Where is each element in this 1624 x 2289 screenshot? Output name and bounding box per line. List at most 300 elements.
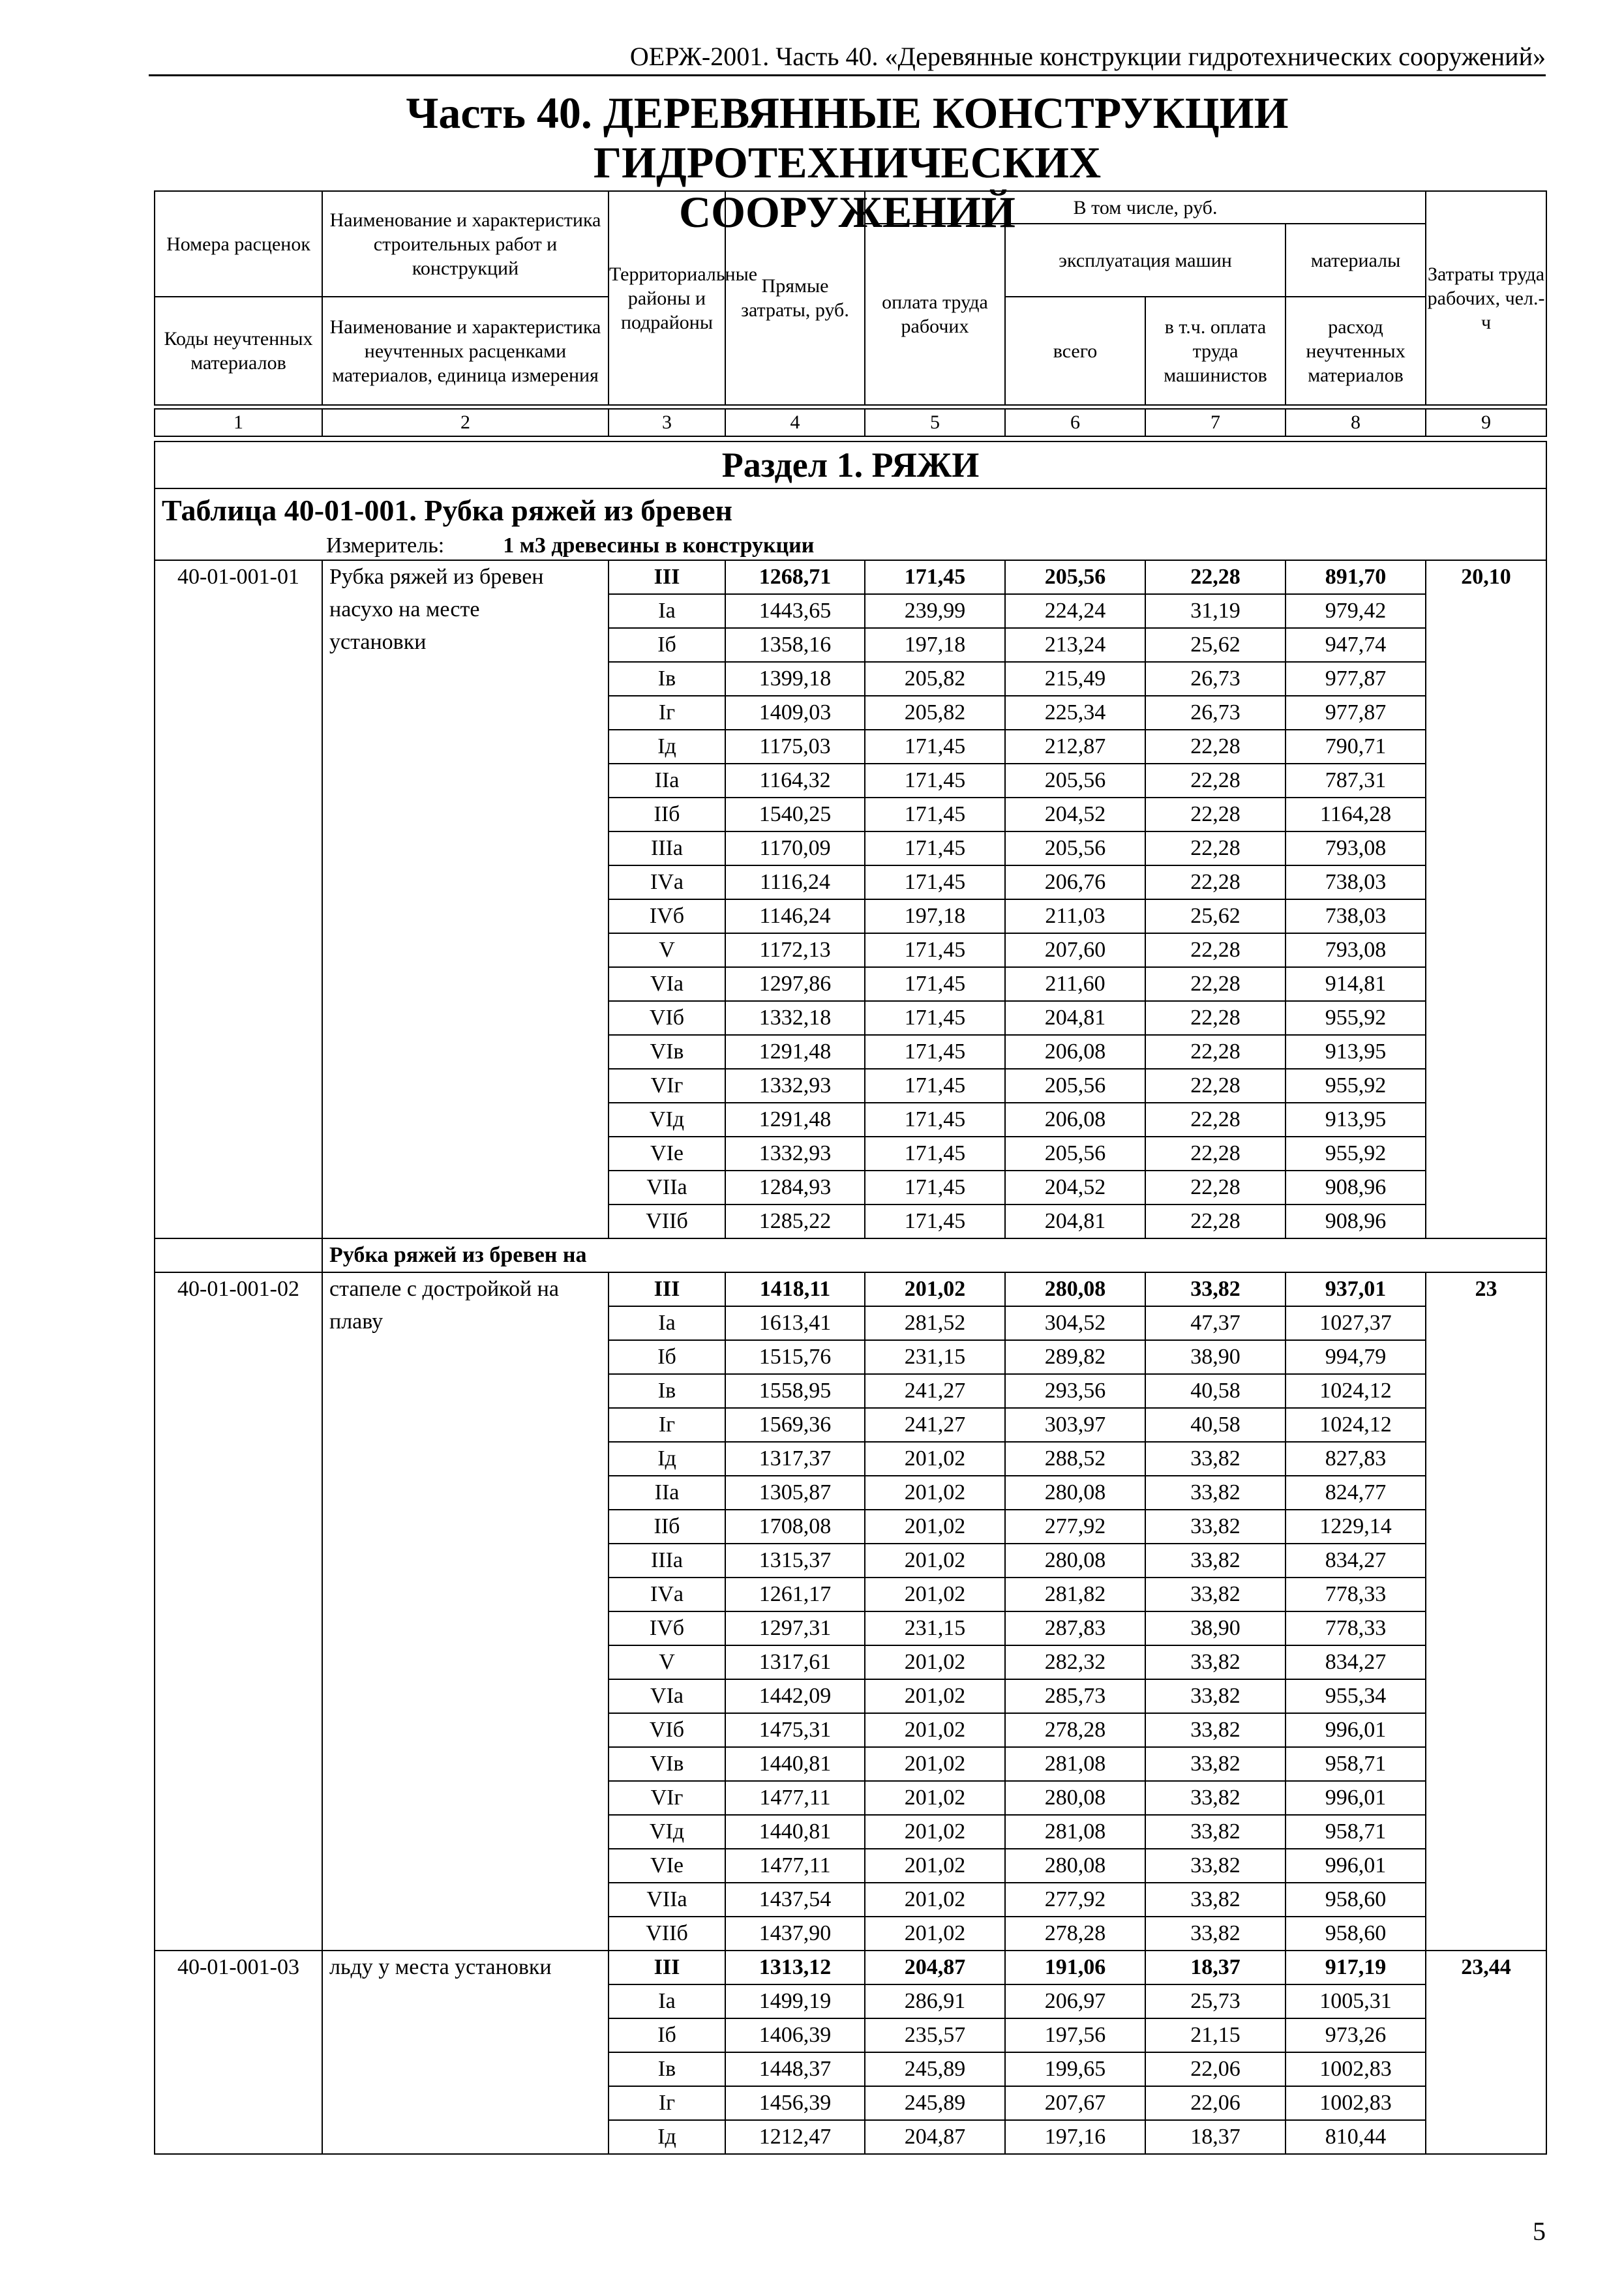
column-number: 8 (1286, 409, 1426, 436)
worker-pay: 201,02 (865, 1917, 1005, 1951)
worker-pay: 201,02 (865, 1815, 1005, 1849)
direct-costs: 1440,81 (725, 1747, 865, 1781)
territory-zone: Iа (609, 1984, 725, 2018)
price-table (154, 441, 1547, 2155)
machine-total: 293,56 (1005, 1374, 1145, 1408)
materials: 947,74 (1286, 628, 1426, 662)
machinist-pay: 22,28 (1145, 967, 1286, 1001)
machine-total: 191,06 (1005, 1951, 1145, 1984)
direct-costs: 1175,03 (725, 730, 865, 764)
worker-pay: 239,99 (865, 594, 1005, 628)
worker-pay: 171,45 (865, 865, 1005, 899)
machinist-pay: 33,82 (1145, 1781, 1286, 1815)
territory-zone: VIд (609, 1815, 725, 1849)
column-number: 9 (1426, 409, 1546, 436)
direct-costs: 1437,90 (725, 1917, 865, 1951)
column-number: 4 (725, 409, 865, 436)
direct-costs: 1172,13 (725, 933, 865, 967)
materials: 1002,83 (1286, 2052, 1426, 2086)
worker-pay: 231,15 (865, 1611, 1005, 1645)
machine-total: 207,67 (1005, 2086, 1145, 2120)
header-rule (149, 74, 1546, 76)
materials: 958,71 (1286, 1747, 1426, 1781)
machinist-pay: 22,28 (1145, 933, 1286, 967)
materials: 1229,14 (1286, 1510, 1426, 1544)
direct-costs: 1268,71 (725, 560, 865, 594)
machine-total: 197,16 (1005, 2120, 1145, 2154)
worker-pay: 171,45 (865, 1137, 1005, 1171)
worker-pay: 201,02 (865, 1713, 1005, 1747)
materials: 787,31 (1286, 764, 1426, 798)
direct-costs: 1613,41 (725, 1306, 865, 1340)
materials: 955,92 (1286, 1069, 1426, 1103)
worker-pay: 245,89 (865, 2086, 1005, 2120)
machinist-pay: 22,06 (1145, 2052, 1286, 2086)
materials: 908,96 (1286, 1171, 1426, 1204)
worker-pay: 231,15 (865, 1340, 1005, 1374)
machinist-pay: 22,28 (1145, 1069, 1286, 1103)
direct-costs: 1358,16 (725, 628, 865, 662)
header-rate-numbers: Номера расценок (155, 191, 322, 297)
materials: 979,42 (1286, 594, 1426, 628)
direct-costs: 1317,61 (725, 1645, 865, 1679)
worker-pay: 205,82 (865, 662, 1005, 696)
work-description-line: плаву (329, 1309, 383, 1334)
rate-code: 40-01-001-03 (155, 1951, 322, 2154)
territory-zone: IIIа (609, 1544, 725, 1578)
territory-zone: IIб (609, 798, 725, 831)
machine-total: 204,81 (1005, 1204, 1145, 1238)
machine-total: 205,56 (1005, 1069, 1145, 1103)
territory-zone: VIв (609, 1747, 725, 1781)
territory-zone: VIг (609, 1781, 725, 1815)
materials: 937,01 (1286, 1272, 1426, 1306)
machine-total: 278,28 (1005, 1917, 1145, 1951)
machine-total: 205,56 (1005, 560, 1145, 594)
worker-pay: 205,82 (865, 696, 1005, 730)
materials: 913,95 (1286, 1103, 1426, 1137)
header-labor-costs: Затраты труда рабочих, чел.-ч (1426, 191, 1546, 405)
subheading-spacer (155, 1238, 322, 1272)
machinist-pay: 33,82 (1145, 1645, 1286, 1679)
machine-total: 281,08 (1005, 1815, 1145, 1849)
materials: 1024,12 (1286, 1374, 1426, 1408)
worker-pay: 201,02 (865, 1679, 1005, 1713)
territory-zone: Iг (609, 1408, 725, 1442)
machinist-pay: 22,28 (1145, 560, 1286, 594)
machinist-pay: 22,06 (1145, 2086, 1286, 2120)
machinist-pay: 40,58 (1145, 1408, 1286, 1442)
machine-total: 303,97 (1005, 1408, 1145, 1442)
machine-total: 204,52 (1005, 1171, 1145, 1204)
direct-costs: 1440,81 (725, 1815, 865, 1849)
worker-pay: 171,45 (865, 1171, 1005, 1204)
direct-costs: 1164,32 (725, 764, 865, 798)
machine-total: 205,56 (1005, 831, 1145, 865)
direct-costs: 1399,18 (725, 662, 865, 696)
machine-total: 199,65 (1005, 2052, 1145, 2086)
direct-costs: 1170,09 (725, 831, 865, 865)
rate-code: 40-01-001-01 (155, 560, 322, 1238)
worker-pay: 201,02 (865, 1272, 1005, 1306)
machine-total: 278,28 (1005, 1713, 1145, 1747)
materials: 908,96 (1286, 1204, 1426, 1238)
direct-costs: 1305,87 (725, 1476, 865, 1510)
machinist-pay: 22,28 (1145, 764, 1286, 798)
materials: 1005,31 (1286, 1984, 1426, 2018)
machine-total: 280,08 (1005, 1272, 1145, 1306)
header-materials: материалы (1286, 224, 1426, 297)
table-row (155, 1272, 1546, 1306)
materials: 994,79 (1286, 1340, 1426, 1374)
machinist-pay: 33,82 (1145, 1272, 1286, 1306)
worker-pay: 201,02 (865, 1781, 1005, 1815)
machinist-pay: 25,62 (1145, 899, 1286, 933)
machine-total: 206,97 (1005, 1984, 1145, 2018)
worker-pay: 201,02 (865, 1883, 1005, 1917)
column-number: 2 (322, 409, 609, 436)
direct-costs: 1569,36 (725, 1408, 865, 1442)
subheading-row (155, 1238, 1546, 1272)
materials: 793,08 (1286, 933, 1426, 967)
worker-pay: 241,27 (865, 1408, 1005, 1442)
machinist-pay: 22,28 (1145, 1001, 1286, 1035)
machinist-pay: 18,37 (1145, 2120, 1286, 2154)
header-material-usage: расход неучтенных материалов (1286, 297, 1426, 405)
machinist-pay: 33,82 (1145, 1578, 1286, 1611)
machinist-pay: 33,82 (1145, 1679, 1286, 1713)
section-title: Раздел 1. РЯЖИ (155, 441, 1546, 488)
worker-pay: 281,52 (865, 1306, 1005, 1340)
work-description-line: льду у места установки (329, 1955, 552, 1979)
work-description (322, 560, 609, 1238)
territory-zone: VIб (609, 1001, 725, 1035)
machinist-pay: 40,58 (1145, 1374, 1286, 1408)
machinist-pay: 22,28 (1145, 798, 1286, 831)
header-territory: Территориальные районы и подрайоны (609, 191, 725, 405)
worker-pay: 171,45 (865, 1069, 1005, 1103)
materials: 955,34 (1286, 1679, 1426, 1713)
territory-zone: VIIб (609, 1917, 725, 1951)
measure-label: Измеритель: (326, 533, 445, 558)
machine-total: 288,52 (1005, 1442, 1145, 1476)
machine-total: 277,92 (1005, 1883, 1145, 1917)
machine-total: 280,08 (1005, 1781, 1145, 1815)
machinist-pay: 33,82 (1145, 1713, 1286, 1747)
worker-pay: 201,02 (865, 1544, 1005, 1578)
direct-costs: 1291,48 (725, 1035, 865, 1069)
territory-zone: IIа (609, 764, 725, 798)
labor-costs: 23 (1426, 1272, 1546, 1951)
materials: 977,87 (1286, 696, 1426, 730)
column-number-row (154, 408, 1547, 437)
territory-zone: Iб (609, 628, 725, 662)
table-row (155, 1951, 1546, 1984)
territory-zone: VIIа (609, 1171, 725, 1204)
machinist-pay: 26,73 (1145, 696, 1286, 730)
header-material-codes: Коды неучтенных материалов (155, 297, 322, 405)
machinist-pay: 25,73 (1145, 1984, 1286, 2018)
territory-zone: Iа (609, 594, 725, 628)
direct-costs: 1146,24 (725, 899, 865, 933)
territory-zone: VIб (609, 1713, 725, 1747)
materials: 1164,28 (1286, 798, 1426, 831)
direct-costs: 1418,11 (725, 1272, 865, 1306)
direct-costs: 1708,08 (725, 1510, 865, 1544)
subheading: Рубка ряжей из бревен на (322, 1238, 1546, 1272)
materials: 913,95 (1286, 1035, 1426, 1069)
worker-pay: 286,91 (865, 1984, 1005, 2018)
work-description-line: стапеле с достройкой на (329, 1277, 559, 1301)
header-direct-costs: Прямые затраты, руб. (725, 191, 865, 405)
worker-pay: 171,45 (865, 764, 1005, 798)
machinist-pay: 22,28 (1145, 1035, 1286, 1069)
machinist-pay: 33,82 (1145, 1544, 1286, 1578)
machine-total: 207,60 (1005, 933, 1145, 967)
machinist-pay: 38,90 (1145, 1340, 1286, 1374)
materials: 955,92 (1286, 1001, 1426, 1035)
worker-pay: 171,45 (865, 560, 1005, 594)
worker-pay: 171,45 (865, 831, 1005, 865)
machine-total: 282,32 (1005, 1645, 1145, 1679)
machine-total: 205,56 (1005, 764, 1145, 798)
direct-costs: 1442,09 (725, 1679, 865, 1713)
worker-pay: 201,02 (865, 1849, 1005, 1883)
worker-pay: 235,57 (865, 2018, 1005, 2052)
work-description (322, 1272, 609, 1951)
header-including: В том числе, руб. (865, 191, 1426, 224)
territory-zone: Iд (609, 2120, 725, 2154)
materials: 914,81 (1286, 967, 1426, 1001)
machine-total: 280,08 (1005, 1476, 1145, 1510)
machinist-pay: 33,82 (1145, 1442, 1286, 1476)
direct-costs: 1456,39 (725, 2086, 865, 2120)
machinist-pay: 22,28 (1145, 1204, 1286, 1238)
machinist-pay: 25,62 (1145, 628, 1286, 662)
territory-zone: Iг (609, 2086, 725, 2120)
materials: 958,60 (1286, 1917, 1426, 1951)
territory-zone: VIе (609, 1137, 725, 1171)
machine-total: 215,49 (1005, 662, 1145, 696)
machinist-pay: 33,82 (1145, 1510, 1286, 1544)
territory-zone: Iа (609, 1306, 725, 1340)
territory-zone: VIд (609, 1103, 725, 1137)
running-header: ОЕРЖ-2001. Часть 40. «Деревянные конструкции гидротехнических сооружений» (629, 42, 1546, 71)
materials: 1027,37 (1286, 1306, 1426, 1340)
header-machinist-pay: в т.ч. оплата труда машинистов (1145, 297, 1286, 405)
materials: 996,01 (1286, 1849, 1426, 1883)
machine-total: 211,60 (1005, 967, 1145, 1001)
direct-costs: 1499,19 (725, 1984, 865, 2018)
machinist-pay: 21,15 (1145, 2018, 1286, 2052)
machine-total: 197,56 (1005, 2018, 1145, 2052)
labor-costs: 23,44 (1426, 1951, 1546, 2154)
page-number: 5 (1533, 2217, 1546, 2246)
territory-zone: VIа (609, 1679, 725, 1713)
direct-costs: 1437,54 (725, 1883, 865, 1917)
materials: 810,44 (1286, 2120, 1426, 2154)
territory-zone: IIа (609, 1476, 725, 1510)
machinist-pay: 33,82 (1145, 1476, 1286, 1510)
territory-zone: IIб (609, 1510, 725, 1544)
worker-pay: 171,45 (865, 1204, 1005, 1238)
header-machine-total: всего (1005, 297, 1145, 405)
materials: 958,60 (1286, 1883, 1426, 1917)
machine-total: 211,03 (1005, 899, 1145, 933)
machine-total: 289,82 (1005, 1340, 1145, 1374)
materials: 996,01 (1286, 1781, 1426, 1815)
territory-zone: IVа (609, 1578, 725, 1611)
machine-total: 281,82 (1005, 1578, 1145, 1611)
materials: 917,19 (1286, 1951, 1426, 1984)
table-header (154, 190, 1547, 406)
page-title-line-1: Часть 40. ДЕРЕВЯННЫЕ КОНСТРУКЦИИ ГИДРОТЕХНИЧЕСКИХ (406, 88, 1289, 187)
machine-total: 206,08 (1005, 1035, 1145, 1069)
materials: 738,03 (1286, 899, 1426, 933)
page-title-line-2: СООРУЖЕНИЙ (679, 187, 1015, 237)
machinist-pay: 22,28 (1145, 1103, 1286, 1137)
materials: 827,83 (1286, 1442, 1426, 1476)
machine-total: 281,08 (1005, 1747, 1145, 1781)
territory-zone: Iд (609, 730, 725, 764)
machine-total: 225,34 (1005, 696, 1145, 730)
column-number: 3 (609, 409, 725, 436)
worker-pay: 201,02 (865, 1510, 1005, 1544)
materials: 955,92 (1286, 1137, 1426, 1171)
territory-zone: IVб (609, 899, 725, 933)
materials: 996,01 (1286, 1713, 1426, 1747)
materials: 834,27 (1286, 1544, 1426, 1578)
worker-pay: 204,87 (865, 1951, 1005, 1984)
direct-costs: 1332,93 (725, 1069, 865, 1103)
worker-pay: 171,45 (865, 1103, 1005, 1137)
direct-costs: 1515,76 (725, 1340, 865, 1374)
direct-costs: 1332,93 (725, 1137, 865, 1171)
worker-pay: 171,45 (865, 1001, 1005, 1035)
direct-costs: 1477,11 (725, 1849, 865, 1883)
table-title: Таблица 40-01-001. Рубка ряжей из бревен (162, 494, 733, 527)
worker-pay: 245,89 (865, 2052, 1005, 2086)
worker-pay: 204,87 (865, 2120, 1005, 2154)
measure-line (162, 532, 1546, 560)
worker-pay: 171,45 (865, 1035, 1005, 1069)
direct-costs: 1406,39 (725, 2018, 865, 2052)
table-title-cell (155, 488, 1546, 560)
machine-total: 285,73 (1005, 1679, 1145, 1713)
table-row (155, 560, 1546, 594)
territory-zone: VIв (609, 1035, 725, 1069)
direct-costs: 1317,37 (725, 1442, 865, 1476)
machine-total: 204,81 (1005, 1001, 1145, 1035)
worker-pay: 171,45 (865, 967, 1005, 1001)
machinist-pay: 26,73 (1145, 662, 1286, 696)
header-material-names: Наименование и характеристика неучтенных расценками материалов, единица измерения (322, 297, 609, 405)
direct-costs: 1315,37 (725, 1544, 865, 1578)
materials: 793,08 (1286, 831, 1426, 865)
worker-pay: 171,45 (865, 933, 1005, 967)
machinist-pay: 22,28 (1145, 865, 1286, 899)
materials: 834,27 (1286, 1645, 1426, 1679)
worker-pay: 201,02 (865, 1645, 1005, 1679)
machine-total: 224,24 (1005, 594, 1145, 628)
territory-zone: Iв (609, 1374, 725, 1408)
column-number: 7 (1145, 409, 1286, 436)
worker-pay: 201,02 (865, 1747, 1005, 1781)
territory-zone: VIе (609, 1849, 725, 1883)
territory-zone: V (609, 933, 725, 967)
materials: 958,71 (1286, 1815, 1426, 1849)
direct-costs: 1448,37 (725, 2052, 865, 2086)
territory-zone: Iв (609, 2052, 725, 2086)
territory-zone: III (609, 1272, 725, 1306)
direct-costs: 1291,48 (725, 1103, 865, 1137)
direct-costs: 1409,03 (725, 696, 865, 730)
materials: 1002,83 (1286, 2086, 1426, 2120)
worker-pay: 171,45 (865, 730, 1005, 764)
materials: 977,87 (1286, 662, 1426, 696)
labor-costs: 20,10 (1426, 560, 1546, 1238)
machinist-pay: 38,90 (1145, 1611, 1286, 1645)
materials: 790,71 (1286, 730, 1426, 764)
materials: 824,77 (1286, 1476, 1426, 1510)
machine-total: 304,52 (1005, 1306, 1145, 1340)
header-work-name: Наименование и характеристика строительных работ и конструкций (322, 191, 609, 297)
machine-total: 280,08 (1005, 1544, 1145, 1578)
machine-total: 205,56 (1005, 1137, 1145, 1171)
machine-total: 206,08 (1005, 1103, 1145, 1137)
direct-costs: 1297,31 (725, 1611, 865, 1645)
materials: 1024,12 (1286, 1408, 1426, 1442)
materials: 891,70 (1286, 560, 1426, 594)
machinist-pay: 31,19 (1145, 594, 1286, 628)
direct-costs: 1212,47 (725, 2120, 865, 2154)
materials: 778,33 (1286, 1578, 1426, 1611)
territory-zone: III (609, 560, 725, 594)
machinist-pay: 33,82 (1145, 1815, 1286, 1849)
territory-zone: III (609, 1951, 725, 1984)
work-description-line: Рубка ряжей из бревен (329, 565, 544, 589)
worker-pay: 197,18 (865, 899, 1005, 933)
materials: 973,26 (1286, 2018, 1426, 2052)
materials: 778,33 (1286, 1611, 1426, 1645)
machinist-pay: 22,28 (1145, 1171, 1286, 1204)
materials: 738,03 (1286, 865, 1426, 899)
territory-zone: VIа (609, 967, 725, 1001)
territory-zone: IIIа (609, 831, 725, 865)
territory-zone: Iд (609, 1442, 725, 1476)
direct-costs: 1284,93 (725, 1171, 865, 1204)
machinist-pay: 33,82 (1145, 1747, 1286, 1781)
direct-costs: 1297,86 (725, 967, 865, 1001)
work-description-line: насухо на месте (329, 597, 480, 621)
column-number: 6 (1005, 409, 1145, 436)
territory-zone: Iб (609, 1340, 725, 1374)
worker-pay: 201,02 (865, 1476, 1005, 1510)
work-description-line: установки (329, 630, 427, 654)
direct-costs: 1332,18 (725, 1001, 865, 1035)
header-machine-operation: эксплуатация машин (1005, 224, 1286, 297)
direct-costs: 1558,95 (725, 1374, 865, 1408)
worker-pay: 201,02 (865, 1578, 1005, 1611)
machinist-pay: 33,82 (1145, 1849, 1286, 1883)
territory-zone: IVб (609, 1611, 725, 1645)
machine-total: 212,87 (1005, 730, 1145, 764)
column-number: 1 (155, 409, 322, 436)
direct-costs: 1261,17 (725, 1578, 865, 1611)
measure-value: 1 м3 древесины в конструкции (503, 533, 815, 558)
work-description (322, 1951, 609, 2154)
direct-costs: 1313,12 (725, 1951, 865, 1984)
